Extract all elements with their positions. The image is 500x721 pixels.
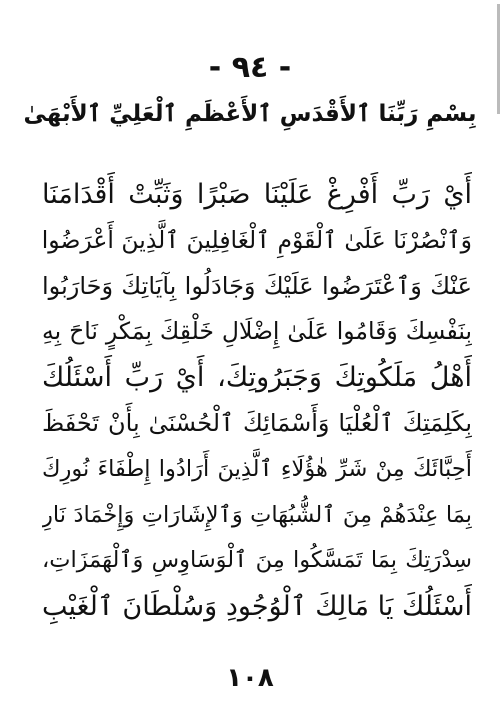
prayer-body bbox=[42, 172, 472, 630]
text-line-9: سِدْرَتِكَ بِمَا تَمَسَّكُوا مِنَ ٱلْوَسَاوِسِ وَٱلْهَمَزَاتِ، bbox=[42, 547, 472, 574]
text-line-10: أَسْئَلُكَ يَا مَالِكَ ٱلْوُجُودِ وَسُلْطَانَ ٱلْغَيْبِ bbox=[42, 591, 472, 623]
text-line-1: أَيْ رَبِّ أَفْرِغْ عَلَيْنَا صَبْرًا وَثَبِّتْ أَقْدَامَنَا bbox=[42, 179, 472, 210]
text-line-8: بِمَا عِنْدَهُمْ مِنَ ٱلشُّبُهَاتِ وَٱلإِشَارَاتِ وَإِخْمَادَ نَارِ bbox=[42, 501, 472, 528]
text-line-6: بِكَلِمَتِكَ ٱلْعُلْيَا وَأَسْمَائِكَ ٱلْحُسْنَىٰ بِأَنْ تَحْفَظَ bbox=[42, 408, 472, 437]
text-line-3: عَنْكَ وَٱعْتَرَضُوا عَلَيْكَ وَجَادَلُوا بِآيَاتِكَ وَحَارَبُوا bbox=[42, 271, 472, 300]
page-number-top: - ٩٤ - bbox=[208, 50, 292, 85]
text-line-7: أَحِبَّائَكَ مِنْ شَرِّ هٰؤُلَاءِ ٱلَّذِينَ أَرَادُوا إِطْفَاءَ نُورِكَ bbox=[42, 455, 472, 482]
text-line-2: وَٱنْصُرْنَا عَلَىٰ ٱلْقَوْمِ ٱلْغَافِلِينَ ٱلَّذِينَ أَعْرَضُوا bbox=[42, 225, 472, 254]
text-line-5: أَهْلُ مَلَكُوتِكَ وَجَبَرُوتِكَ، أَيْ رَبِّ أَسْئَلُكَ bbox=[42, 362, 472, 394]
page-number-bottom: ١٠٨ bbox=[226, 663, 274, 693]
text-line-4: بِنَفْسِكَ وَقَامُوا عَلَىٰ إِضْلَالِ خَلْقِكَ بِمَكْرٍ نَاحَ بِهِ bbox=[42, 317, 472, 346]
prayer-heading: بِسْمِ رَبِّنَا ٱلأَقْدَسِ ٱلأَعْظَمِ ٱلْعَلِيِّ ٱلأَبْهَىٰ bbox=[23, 101, 477, 127]
